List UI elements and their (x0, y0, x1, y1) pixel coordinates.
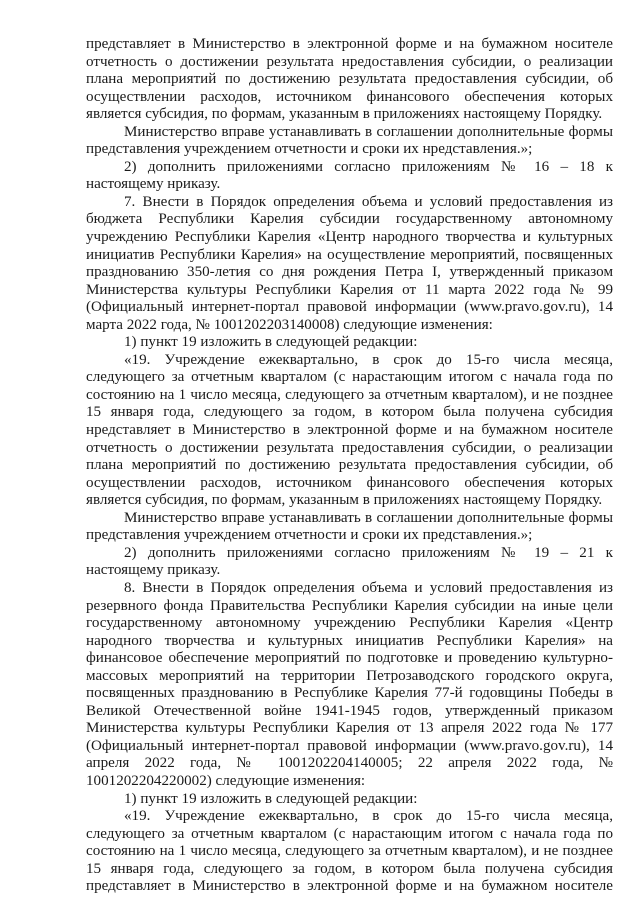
paragraph-item-7-ministry-forms: Министерство вправе устанавливать в соглашении дополнительные формы представления учреждением отчетности и сроки их представления.»; (86, 509, 613, 544)
paragraph-ministry-forms: Министерство вправе устанавливать в соглашении дополнительные формы представления учреждением отчетности и сроки их нредставления.»; (86, 123, 613, 158)
paragraph-item-7-clause-19: «19. Учреждение ежеквартально, в срок до 15-го числа месяца, следующего за отчетным кварталом (с нарастающим итогом с начала года по состоянию на 1 число месяца, следующего за отчетным кварталом), и не позднее 15 января года, следующего за годом, в котором была получена субсидия нредставляет в Министерство в электронной форме и на бумажном носителе отчетность о достижении результата предоставления субсидии, о реализации плана мероприятий по достижению результата предоставления субсидии, об осуществлении расходов, источником финансового обеспечения которых является субсидия, по формам, указанным в приложениях настоящему Порядку. (86, 351, 613, 509)
paragraph-item-8-clause-19: «19. Учреждение ежеквартально, в срок до 15-го числа месяца, следующего за отчетным кварталом (с нарастающим итогом с начала года по состоянию на 1 число месяца, следующего за отчетным кварталом), и не позднее 15 января года, следующего за годом, в котором была получена субсидия представляет в Министерство в электронной форме и на бумажном носителе (86, 808, 613, 895)
paragraph-item-8-sub-1: 1) пункт 19 изложить в следующей редакции: (124, 790, 418, 807)
paragraph-appendices-16-18: 2) дополнить приложениями согласно приложениям № 16 – 18 к настоящему нриказу. (86, 158, 613, 193)
paragraph-item-8: 8. Внести в Порядок определения объема и условий предоставления из резервного фонда Правительства Республики Карелия субсидии на иные цели государственному автономному учреждению Республики Карелия «Центр народного творчества и культурных инициатив Республики Карелия» на финансовое обеспечение мероприятий по подготовке и проведению культурно-массовых мероприятий на территории Петрозаводского городского округа, посвященных празднованию в Республике Карелия 77-й годовщины Победы в Великой Отечественной войне 1941-1945 годов, утвержденный приказом Министерства культуры Республики Карелия от 13 апреля 2022 года № 177 (Официальный интернет-портал правовой информации (www.pravo.gov.ru), 14 апреля 2022 года, № 1001202204140005; 22 апреля 2022 года, № 1001202204220002) следующие изменения: (86, 579, 613, 789)
paragraph-item-7: 7. Внести в Порядок определения объема и условий предоставления из бюджета Республики Карелия субсидии государственному автономному учреждению Республики Карелия «Центр народного творчества и культурных инициатив Республики Карелия» на осуществление мероприятий, посвященных празднованию 350-летия со дня рождения Петра I, утвержденный приказом Министерства культуры Республики Карелия от 11 марта 2022 года № 99 (Официальный интернет-портал правовой информации (www.pravo.gov.ru), 14 марта 2022 года, № 1001202203140008) следующие изменения: (86, 193, 613, 333)
paragraph-continuation: представляет в Министерство в электронной форме и на бумажном носителе отчетность о достижении результата нредоставления субсидии, о реализации плана мероприятий по достижению результата предоставления субсидии, об осуществлении расходов, источником финансового обеспечения которых является субсидия, по формам, указанным в приложениях настоящему Порядку. (86, 36, 613, 123)
paragraph-appendices-19-21: 2) дополнить приложениями согласно приложениям № 19 – 21 к настоящему приказу. (86, 544, 613, 579)
paragraph-item-7-sub-1: 1) пункт 19 изложить в следующей редакции: (124, 334, 418, 351)
